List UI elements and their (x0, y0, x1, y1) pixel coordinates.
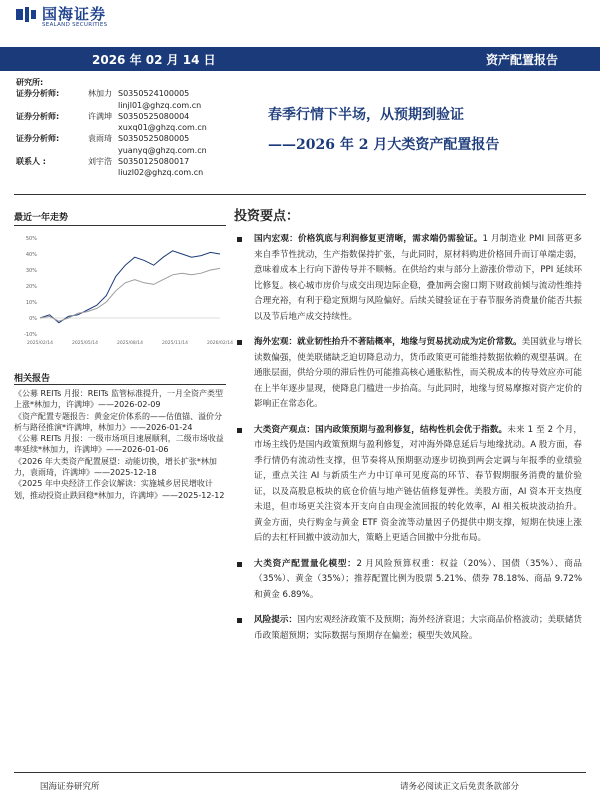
researcher-role: 联系人 : (16, 157, 46, 167)
brand-logo-icon (16, 7, 36, 22)
researcher-row (16, 133, 216, 144)
researcher-email[interactable]: linjl01@ghzq.com.cn (118, 100, 202, 110)
bullet-square-icon (237, 618, 242, 623)
related-report-item[interactable]: 《2025 年中央经济工作会议解读：实施城乡居民增收计划，推动投资止跌回稳*林加力，许满坤》——2025-12-12 (14, 479, 225, 500)
bullet-square-icon (237, 562, 242, 567)
researcher-role: 证券分析师: (16, 134, 60, 144)
key-point (234, 232, 582, 325)
researcher-email[interactable]: yuanyq@ghzq.com.cn (118, 145, 207, 155)
y-tick-label: 20% (25, 284, 37, 290)
y-tick-label: 40% (25, 252, 37, 258)
researcher-row (16, 88, 216, 99)
key-point-body: 国内宏观经济政策不及预期；海外经济衰退；大宗商品价格波动；美联储货币政策超预期；实际数据与预期存在偏差；模型失效风险。 (254, 615, 582, 641)
header-band (0, 47, 600, 71)
divider (14, 384, 226, 385)
brand-name-en: SEALAND SECURITIES (42, 22, 108, 28)
x-tick-label: 2025/11/14 (162, 341, 188, 346)
researcher-email[interactable]: xuxq01@ghzq.com.cn (118, 123, 207, 133)
y-tick-label: 50% (25, 236, 37, 242)
y-tick-label: 0% (29, 316, 37, 322)
researcher-license: S0350125080017 (118, 157, 190, 167)
x-tick-label: 2025/05/14 (72, 341, 98, 346)
trend-chart (14, 232, 233, 352)
divider (14, 194, 586, 195)
researcher-block (16, 77, 216, 179)
related-reports-list (14, 388, 226, 501)
report-date: 2026 年 02 月 14 日 (92, 53, 216, 67)
related-report-item[interactable]: 《公募 REITs 月报：REITs 监管标准提升，一月全资产类型上涨*林加力，许满坤》——2026-02-09 (14, 389, 224, 410)
footer-org: 国海证券研究所 (40, 782, 100, 792)
x-tick-label: 2025/08/14 (117, 341, 143, 346)
bullet-square-icon (237, 237, 242, 242)
bullet-square-icon (237, 428, 242, 433)
key-point-heading: 大类资产观点：国内政策预期与盈利修复，结构性机会优于指数。 (254, 424, 508, 435)
related-report-item[interactable]: 《2026 年大类资产配置展望：动能切换，增长扩张*林加力，袁雨琦，许满坤》——2025-12-18 (14, 456, 217, 478)
researcher-name: 许满坤 (88, 111, 112, 121)
researcher-email[interactable]: liuzl02@ghzq.com.cn (118, 168, 204, 178)
y-tick-label: -10% (24, 332, 37, 338)
key-point-body: 美国就业与增长读数偏强，使美联储缺乏迫切降息动力，货币政策更可能维持数据依赖的观望基调。在通胀层面，供给分项的滞后性仍可能推高核心通胀粘性，而关税成本的传导效应亦可能在上半年逐步显现，使降息门槛进一步抬高。与此同时，地缘与贸易摩擦对资产定价的影响正在常态化。 (254, 337, 582, 409)
key-point-body: 未来 1 至 2 个月，市场主线仍是国内政策预期与盈利修复，对冲海外降息延后与地缘扰动。A 股方面，春季行情仍有流动性支撑，但节奏将从预期驱动逐步切换到两会定调与年报季的业绩验证，重点关注 AI 与新质生产力中订单可见度高的环节、春节假期服务消费的量价验证，以及高股息板块的底仓价值与地产链估值修复弹性。美股方面，AI 资本开支热度未退，但市场更关注资本开支向自由现金流回报的转化效率，AI 相关板块波动抬升。黄金方面，央行购金与黄金 ETF 资金流等动量因子仍提供中期支撑，短期在快速上涨后的去杠杆回撤中波动加大，策略上更适合回撤中分批布局。 (254, 424, 582, 543)
key-point-heading: 海外宏观：就业韧性抬升不著陆概率，地缘与贸易扰动成为定价常数。 (254, 337, 522, 347)
footer-disclaimer: 请务必阅读正文后免责条款部分 (400, 782, 520, 792)
researcher-name: 刘宇浩 (88, 157, 112, 167)
report-subtitle: ——2026 年 2 月大类资产配置报告 (268, 137, 500, 153)
key-point (234, 557, 582, 604)
researcher-row (16, 111, 216, 122)
divider (14, 225, 226, 226)
related-report-item[interactable]: 《资产配置专题报告：黄金定价体系的——估值锚、溢价分析与路径推演*许满坤，林加力》——2026-01-24 (14, 411, 222, 432)
key-points-list (234, 232, 582, 654)
researcher-name: 袁雨琦 (88, 134, 112, 144)
researcher-license: S0350525080005 (118, 134, 190, 144)
chart-series-line-2 (40, 268, 220, 321)
chart-series-line-1 (40, 251, 220, 323)
researcher-name: 林加力 (88, 89, 112, 99)
key-point-heading: 大类资产配置量化模型： (254, 558, 357, 569)
key-point-heading: 风险提示： (254, 615, 298, 625)
key-points-title: 投资要点： (234, 209, 300, 224)
report-category: 资产配置报告 (485, 53, 558, 67)
researcher-license: S0350524100005 (118, 89, 190, 99)
bullet-square-icon (237, 340, 242, 345)
key-point-heading: 国内宏观：价格筑底与利润修复更清晰，需求端仍需验证。 (254, 234, 483, 244)
y-tick-label: 30% (25, 268, 37, 274)
key-point (234, 423, 582, 547)
researcher-row (16, 156, 216, 167)
brand-name: 国海证券 (42, 5, 107, 23)
key-point-body: 1 月制造业 PMI 回落更多来自季节性扰动，生产指数保持扩张，与此同时，原材料购进价格回升而订单端走弱，意味着成本上行向下游传导并不顺畅。在供给约束与部分上游涨价带动下，PPI 延续环比修复。核心城市房价与成交出现边际企稳，叠加两会窗口期下财政前倾与流动性维持合理充裕，有利于稳定预期与风险偏好。后续关键验证在于春节服务消费量价能否共振以及节后地产成交持续性。 (254, 234, 582, 322)
x-tick-label: 2025/02/14 (27, 341, 53, 346)
related-report-item[interactable]: 《公募 REITs 月报：一级市场项目速展顺利，二级市场收益率延续*林加力，许满坤》——2026-01-06 (14, 434, 224, 455)
y-tick-label: 10% (25, 300, 37, 306)
researchers-label: 研究所: (16, 78, 44, 87)
footer-divider (14, 772, 586, 773)
researcher-role: 证券分析师: (16, 89, 60, 99)
key-point-body: 2 月风险预算权重：权益（20%）、国债（35%）、商品（35%）、黄金（35%）；推荐配置比例为股票 5.21%、债券 78.18%、商品 9.72%和黄金 6.89%。 (254, 558, 582, 600)
key-point (234, 335, 582, 413)
key-point (234, 613, 582, 644)
researcher-role: 证券分析师: (16, 111, 60, 121)
x-tick-label: 2026/02/14 (207, 341, 233, 346)
related-label: 相关报告 (14, 374, 51, 384)
researcher-license: S0350525080004 (118, 111, 190, 121)
trend-label: 最近一年走势 (14, 213, 69, 223)
report-title: 春季行情下半场，从预期到验证 (268, 107, 464, 123)
